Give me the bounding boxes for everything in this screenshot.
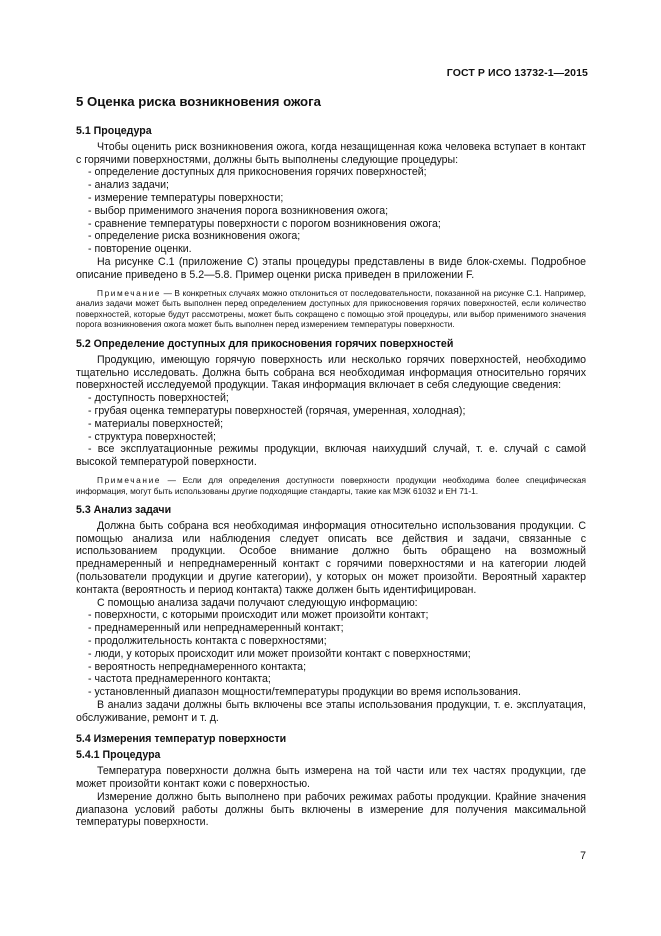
- paragraph: Температура поверхности должна быть измерена на той части или тех частях продукции, где может произойти контакт кожи с поверхностью.: [76, 765, 586, 791]
- list-item: - частота преднамеренного контакта;: [88, 673, 271, 686]
- paragraph: В анализ задачи должны быть включены все этапы использования продукции, т. е. эксплуатация, обслуживание, ремонт и т. д.: [76, 699, 586, 724]
- list-item: - повторение оценки.: [88, 243, 192, 256]
- subsection-title-5-2: 5.2 Определение доступных для прикосновения горячих поверхностей: [76, 337, 454, 350]
- list-item: - измерение температуры поверхности;: [88, 191, 284, 204]
- list-item: - структура поверхностей;: [88, 430, 216, 443]
- note: [76, 288, 586, 330]
- list-item: - поверхности, с которыми происходит или может произойти контакт;: [88, 609, 429, 622]
- note-text: — В конкретных случаях можно отклониться от последовательности, показанной на рисунке С.1. Например, анализ задачи может быть выполнен перед определением доступных для прикосновения горячих поверхностей, если количество поверхностей, которые будут рассмотрены, может быть сокращено с помощью этой процедуры, или выбор применимого значения порога возникновения ожога может быть выполнен перед измерением температуры поверхности.: [76, 287, 586, 330]
- paragraph: С помощью анализа задачи получают следующую информацию:: [97, 596, 418, 609]
- list-item: - доступность поверхностей;: [88, 392, 229, 405]
- list-item: - продолжительность контакта с поверхностями;: [88, 635, 327, 648]
- list-item: - анализ задачи;: [88, 179, 169, 192]
- subsection-title-5-4: 5.4 Измерения температур поверхности: [76, 732, 287, 745]
- paragraph: Продукцию, имеющую горячую поверхность или несколько горячих поверхностей, необходимо тщательно исследовать. Должна быть собрана вся необходимая информация относительно горячих поверхностей исследуемой продукции. Такая информация включает в себя следующие сведения:: [76, 353, 586, 392]
- page-content: [76, 94, 586, 829]
- list-item: - выбор применимого значения порога возникновения ожога;: [88, 204, 389, 217]
- list-item: - определение доступных для прикосновения горячих поверхностей;: [88, 166, 427, 179]
- document-header: ГОСТ Р ИСО 13732-1—2015: [446, 67, 588, 79]
- page-number: 7: [580, 850, 586, 862]
- note-label: Примечание: [97, 287, 162, 298]
- list-item: - люди, у которых происходит или может произойти контакт с поверхностями;: [88, 647, 471, 660]
- list-item: - все эксплуатационные режимы продукции, включая наихудший случай, т. е. случай с самой высокой температурой поверхности.: [76, 443, 586, 469]
- subsection-title-5-4-1: 5.4.1 Процедура: [76, 749, 161, 762]
- paragraph: Чтобы оценить риск возникновения ожога, когда незащищенная кожа человека вступает в контакт с горячими поверхностями, должны быть выполнены следующие процедуры:: [76, 140, 586, 166]
- note-label: Примечание: [97, 474, 162, 485]
- list-item: - установленный диапазон мощности/температуры продукции во время использования.: [88, 686, 521, 699]
- list-item: - вероятность непреднамеренного контакта;: [88, 660, 307, 673]
- list-item: - материалы поверхностей;: [88, 417, 224, 430]
- subsection-title-5-1: 5.1 Процедура: [76, 125, 152, 137]
- paragraph: Должна быть собрана вся необходимая информация относительно использования продукции. С помощью анализа или наблюдения следует описать все действия и задачи, связанные с использованием продукции. Особое внимание должно быть обращено на возможный преднамеренный и непреднамеренный контакт с горячими поверхностями и на категории людей (пользователи продукции и другие категории), у которых он может произойти. Вероятный характер контакта (вероятность и период контакта) также должен быть идентифицирован.: [76, 519, 586, 596]
- list-item: - сравнение температуры поверхности с порогом возникновения ожога;: [88, 217, 441, 230]
- section-title: 5 Оценка риска возникновения ожога: [76, 94, 321, 109]
- list-item: - грубая оценка температуры поверхностей (горячая, умеренная, холодная);: [88, 404, 466, 417]
- paragraph: Измерение должно быть выполнено при рабочих режимах работы продукции. Крайние значения диапазона условий работы должны быть включены в измерение для получения максимальной температуры поверхности.: [76, 790, 586, 829]
- paragraph: На рисунке С.1 (приложение С) этапы процедуры представлены в виде блок-схемы. Подробное описание приведено в 5.2—5.8. Пример оценки риска приведен в приложении F.: [76, 255, 586, 281]
- list-item: - определение риска возникновения ожога;: [88, 230, 301, 243]
- subsection-title-5-3: 5.3 Анализ задачи: [76, 504, 172, 517]
- note: [76, 475, 586, 496]
- note-text: — Если для определения доступности поверхности продукции необходима более специфическая информация, могут быть использованы другие подходящие стандарты, такие как МЭК 61032 и ЕН 71-1.: [76, 474, 586, 496]
- list-item: - преднамеренный или непреднамеренный контакт;: [88, 622, 344, 635]
